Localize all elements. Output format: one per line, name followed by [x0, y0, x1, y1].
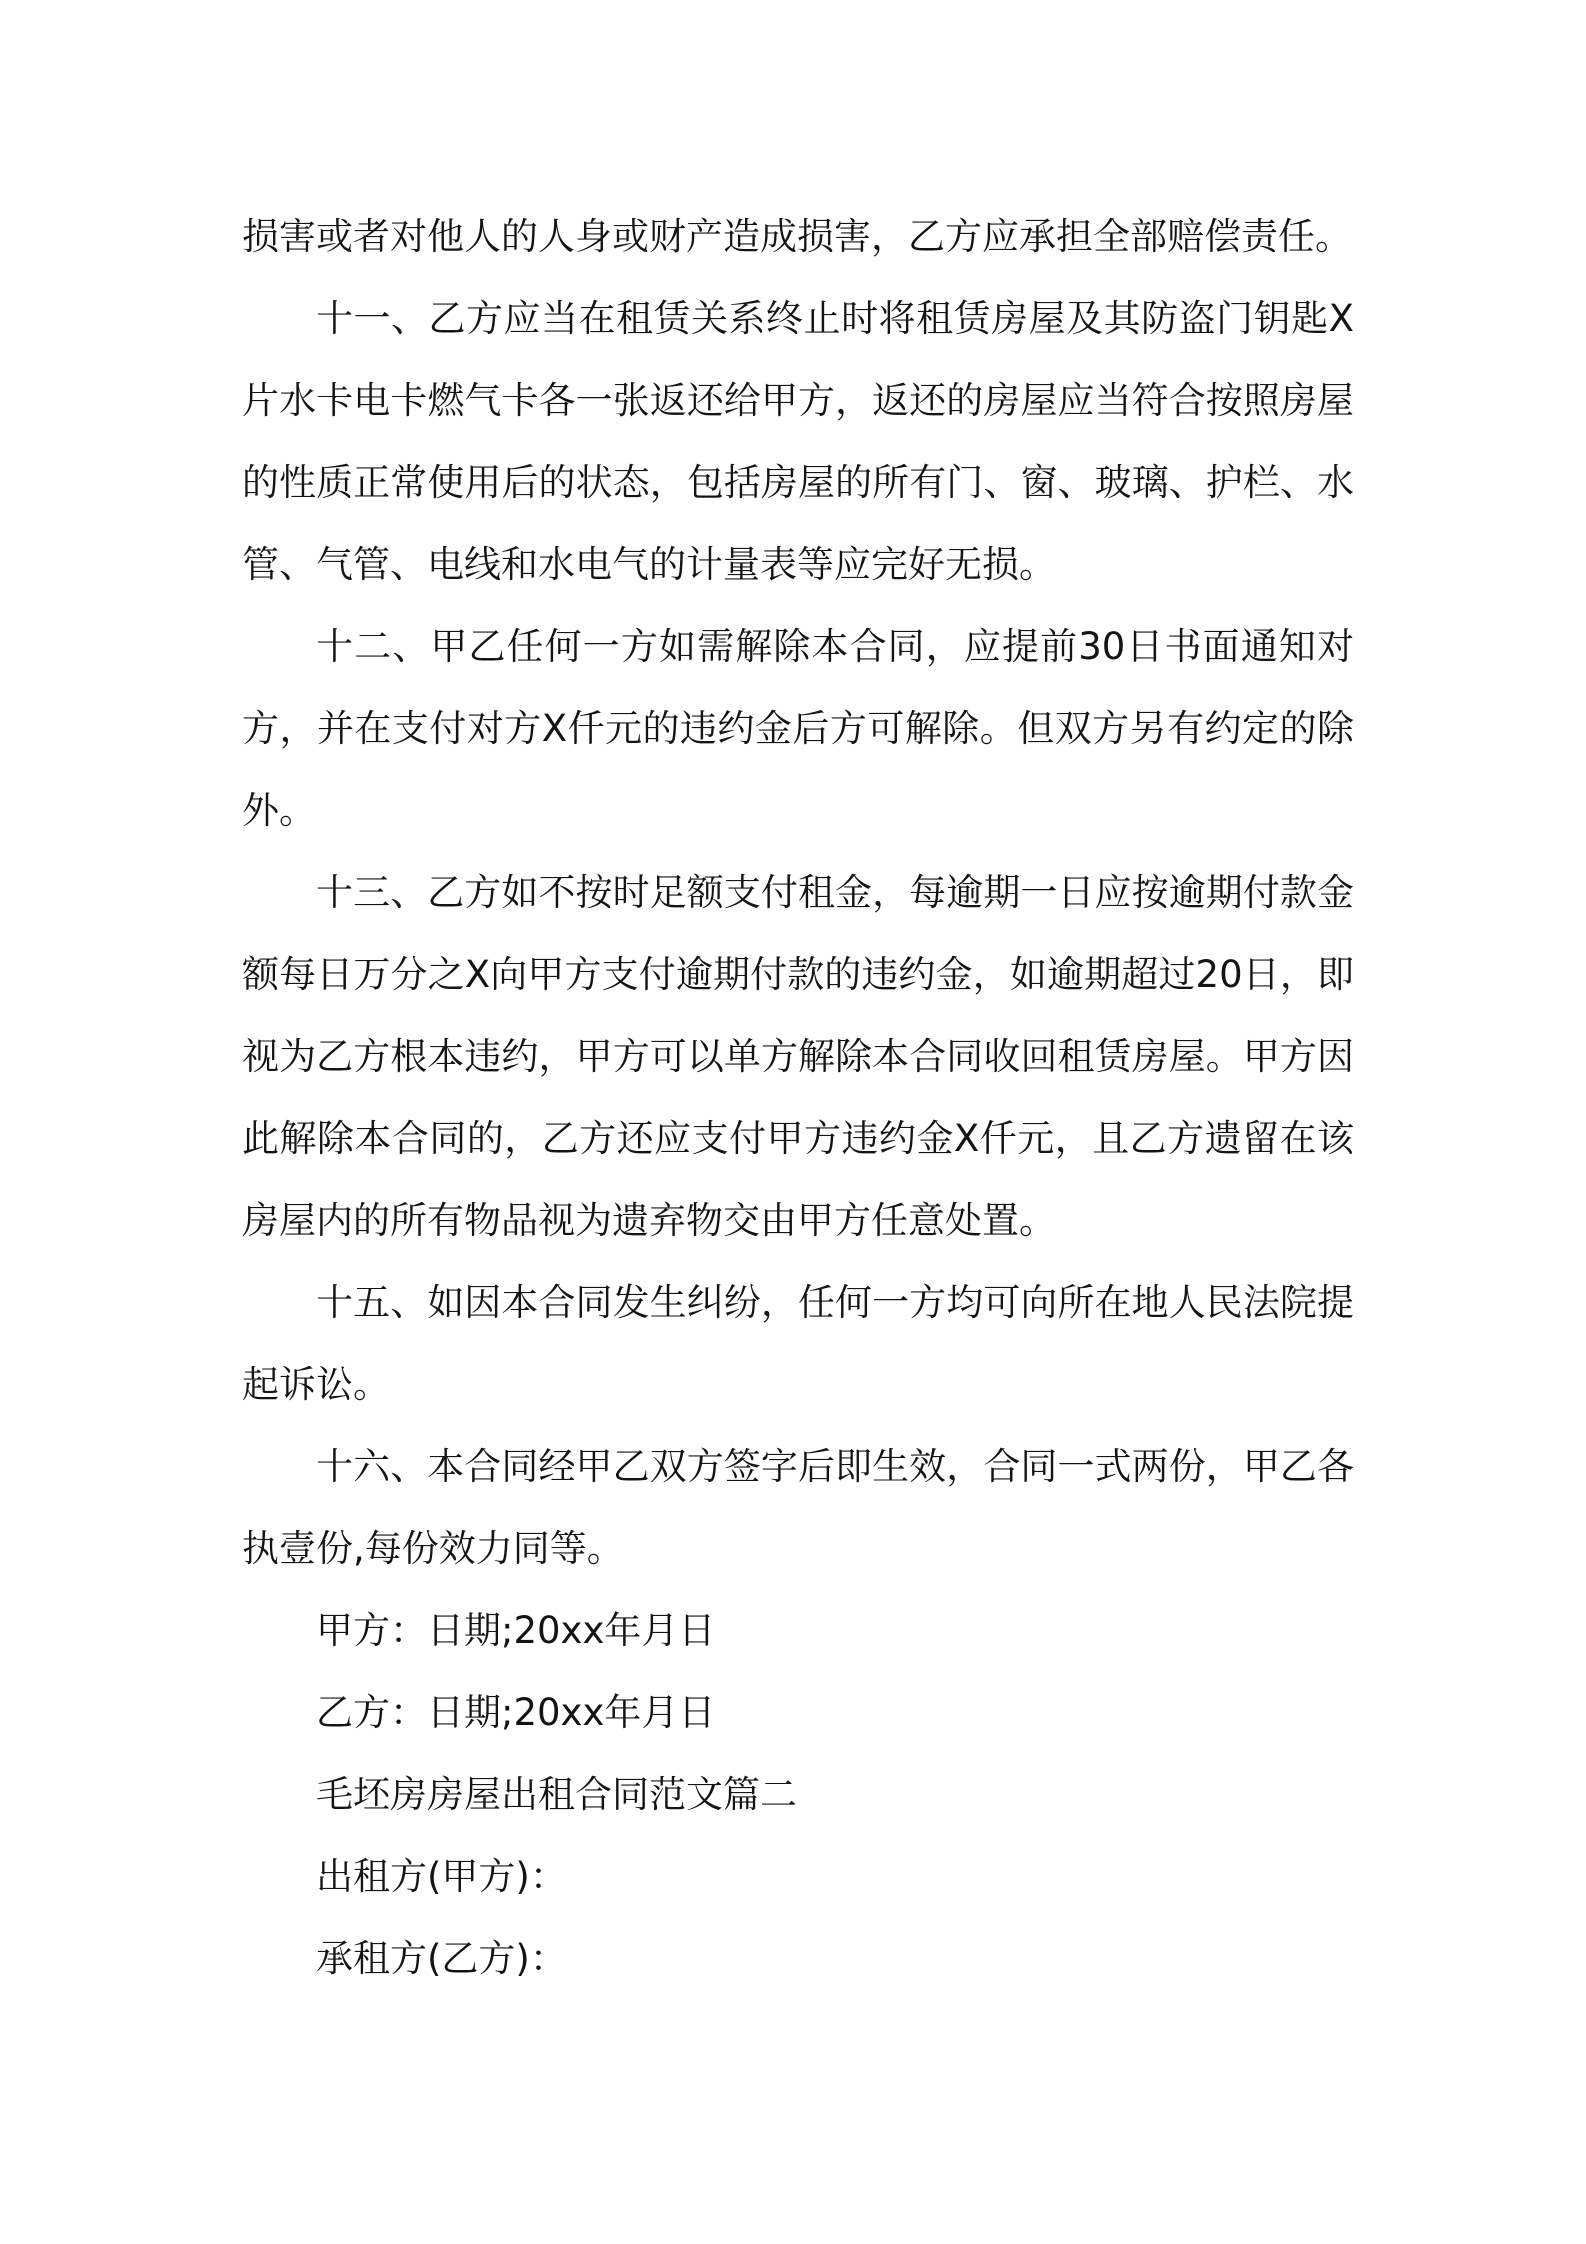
party-a-signature-line: 甲方：日期;20xx年月日: [316, 1609, 716, 1652]
document-body: [242, 196, 1354, 2000]
clause-thirteen: 十三、乙方如不按时足额支付租金，每逾期一日应按逾期付款金额每日万分之X向甲方支付逾期付款的违约金，如逾期超过20日，即视为乙方根本违约，甲方可以单方解除本合同收回租赁房屋。甲方因此解除本合同的，乙方还应支付甲方违约金X仟元，且乙方遗留在该房屋内的所有物品视为遗弃物交由甲方任意处置。: [242, 871, 1354, 1242]
clause-eleven: 十一、乙方应当在租赁关系终止时将租赁房屋及其防盗门钥匙X片水卡电卡燃气卡各一张返还给甲方，返还的房屋应当符合按照房屋的性质正常使用后的状态，包括房屋的所有门、窗、玻璃、护栏、水管、气管、电线和水电气的计量表等应完好无损。: [242, 297, 1354, 586]
paragraph-continuation: 损害或者对他人的人身或财产造成损害，乙方应承担全部赔偿责任。: [242, 215, 1352, 258]
clause-twelve: 十二、甲乙任何一方如需解除本合同，应提前30日书面通知对方，并在支付对方X仟元的违约金后方可解除。但双方另有约定的除外。: [242, 625, 1354, 832]
clause-fifteen: 十五、如因本合同发生纠纷，任何一方均可向所在地人民法院提起诉讼。: [242, 1281, 1354, 1406]
next-section-title: 毛坯房房屋出租合同范文篇二: [316, 1773, 797, 1816]
lessee-line: 承租方(乙方)：: [316, 1937, 567, 1980]
clause-sixteen: 十六、本合同经甲乙双方签字后即生效，合同一式两份，甲乙各执壹份,每份效力同等。: [242, 1445, 1354, 1570]
party-b-signature-line: 乙方：日期;20xx年月日: [316, 1691, 716, 1734]
lessor-line: 出租方(甲方)：: [316, 1855, 567, 1898]
